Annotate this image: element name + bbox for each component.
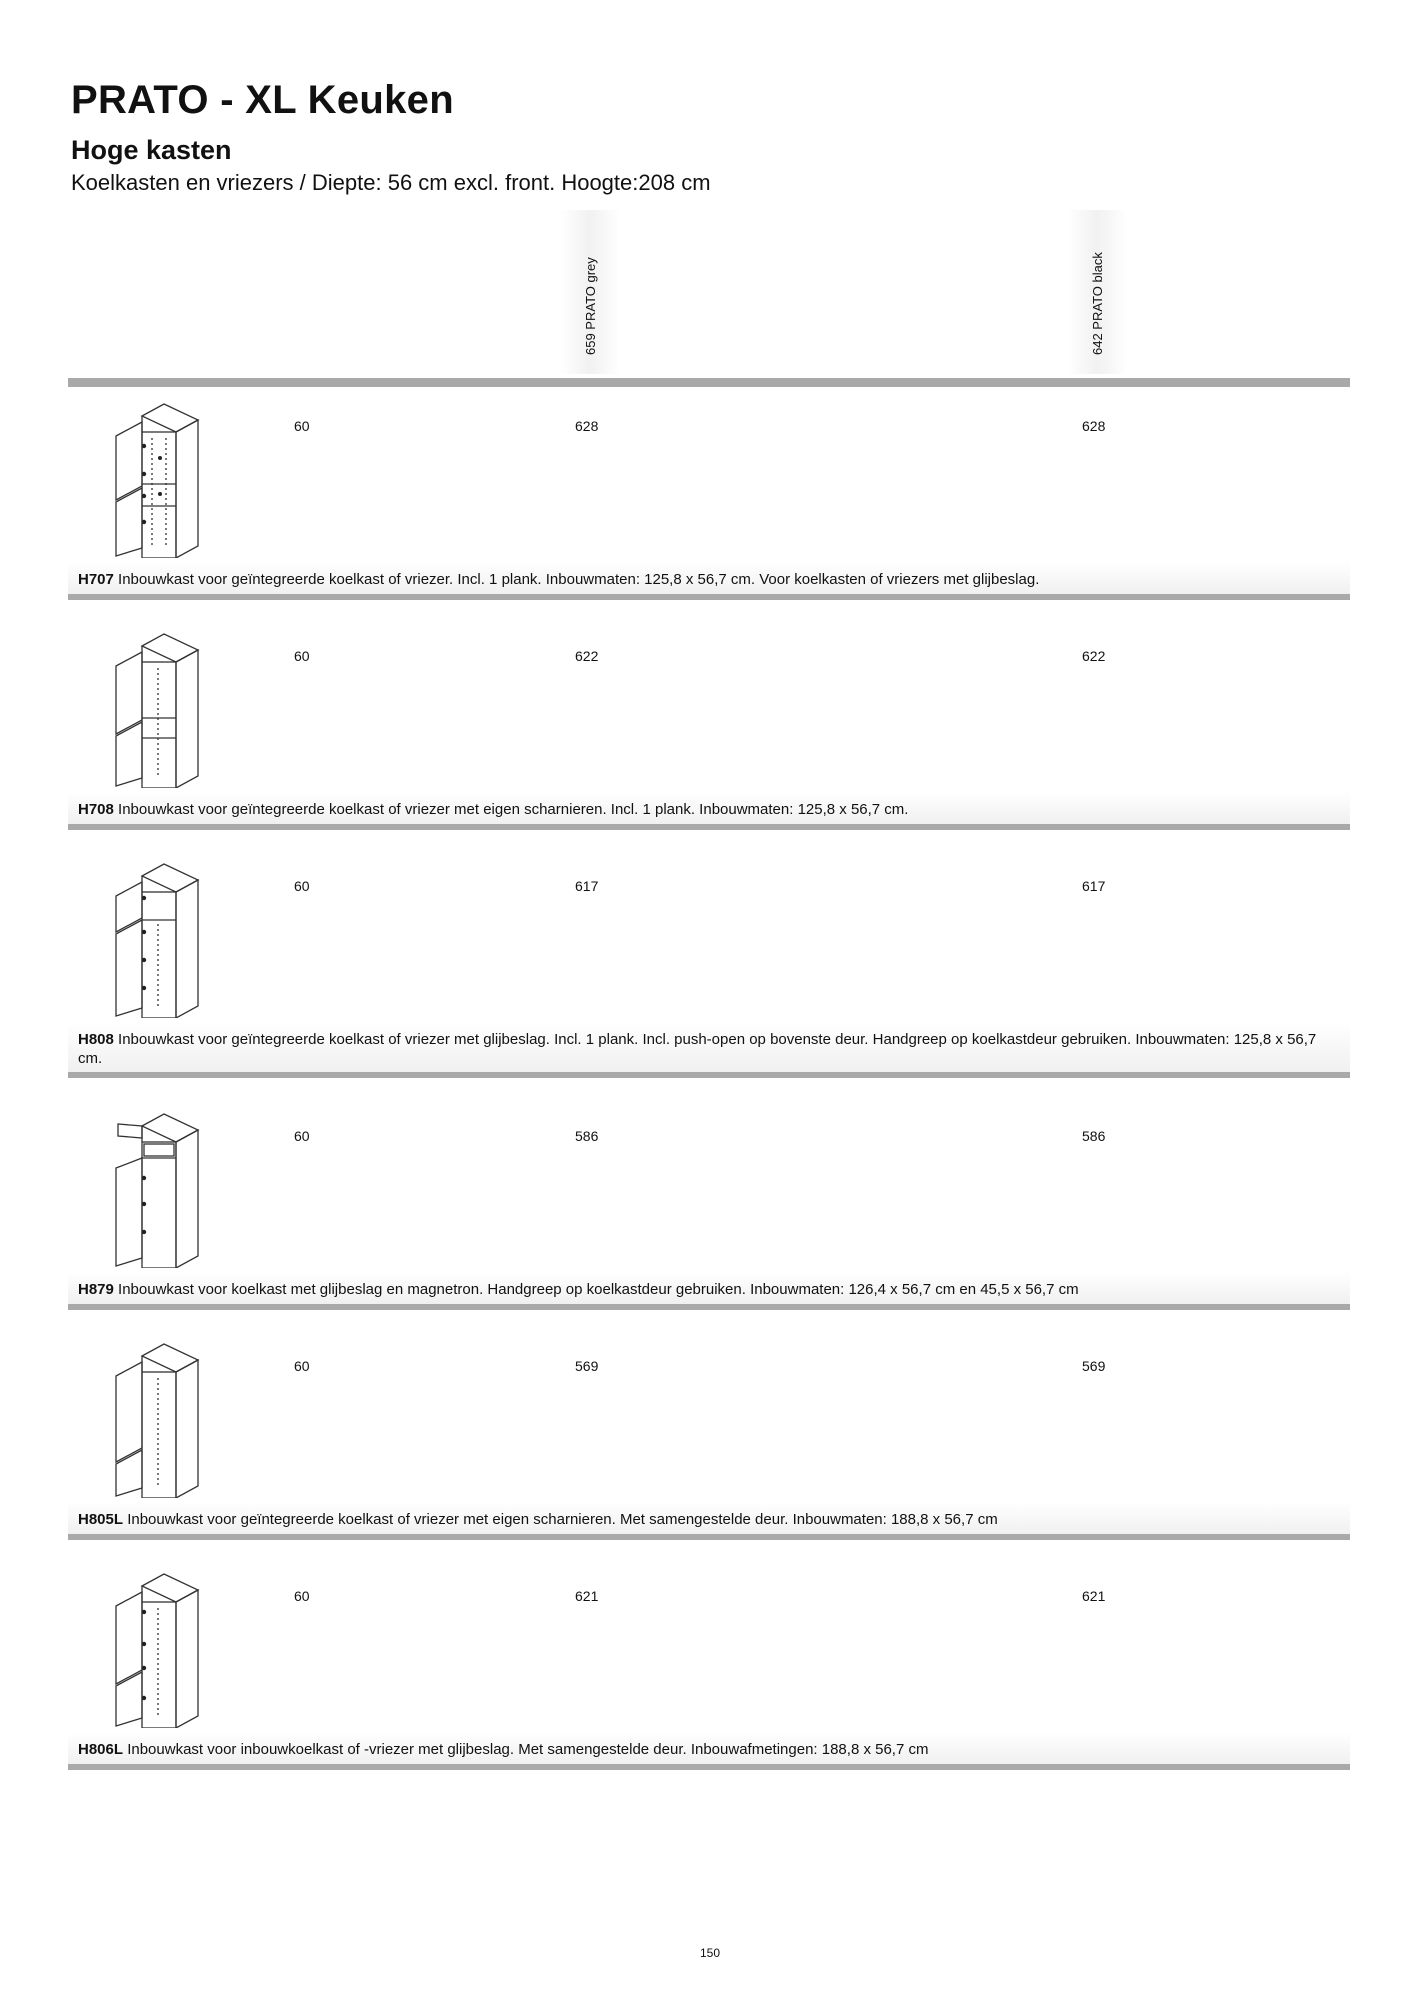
item-description [78, 800, 1328, 819]
item-description [78, 570, 1328, 589]
row-divider [68, 1534, 1350, 1540]
column-header-black [1067, 210, 1127, 374]
price-black: 622 [1082, 648, 1106, 664]
width-value: 60 [294, 418, 310, 434]
item-text: Inbouwkast voor geïntegreerde koelkast of vriezer met eigen scharnieren. Met samengestelde deur. Inbouwmaten: 188,8 x 56,7 cm [127, 1511, 998, 1528]
price-black: 617 [1082, 878, 1106, 894]
price-grey: 628 [575, 418, 599, 434]
width-value: 60 [294, 648, 310, 664]
section-description: Koelkasten en vriezers / Diepte: 56 cm excl. front. Hoogte:208 cm [71, 170, 711, 195]
item-description [78, 1280, 1328, 1299]
item-description [78, 1030, 1328, 1068]
price-black: 569 [1082, 1358, 1106, 1374]
width-value: 60 [294, 878, 310, 894]
row-divider [68, 1304, 1350, 1310]
column-header-grey [560, 210, 620, 374]
page-number: 150 [700, 1946, 721, 1960]
column-header-grey-label: 659 PRATO grey [583, 257, 598, 355]
item-text: Inbouwkast voor inbouwkoelkast of -vriezer met glijbeslag. Met samengestelde deur. Inbouwafmetingen: 188,8 x 56,7 cm [127, 1741, 929, 1758]
item-description [78, 1510, 1328, 1529]
item-description [78, 1740, 1328, 1759]
row-divider [68, 1764, 1350, 1770]
cabinet-drawing-icon [102, 858, 222, 1018]
width-value: 60 [294, 1358, 310, 1374]
cabinet-drawing-icon [102, 628, 222, 788]
item-code: H806L [78, 1741, 124, 1758]
item-text: Inbouwkast voor geïntegreerde koelkast of vriezer met glijbeslag. Incl. 1 plank. Incl. push-open op bovenste deur. Handgreep op koelkastdeur gebruiken. Inbouwmaten: 125,8 x 56,7 cm. [78, 1031, 1317, 1067]
item-code: H805L [78, 1511, 124, 1528]
price-black: 621 [1082, 1588, 1106, 1604]
cabinet-drawing-icon [102, 1568, 222, 1728]
column-header-black-label: 642 PRATO black [1090, 252, 1105, 355]
item-text: Inbouwkast voor koelkast met glijbeslag en magnetron. Handgreep op koelkastdeur gebruiken. Inbouwmaten: 126,4 x 56,7 cm en 45,5 x 56,7 cm [118, 1281, 1079, 1298]
price-grey: 617 [575, 878, 599, 894]
item-text: Inbouwkast voor geïntegreerde koelkast of vriezer met eigen scharnieren. Incl. 1 plank. Inbouwmaten: 125,8 x 56,7 cm. [118, 801, 909, 818]
cabinet-drawing-icon [102, 398, 222, 558]
item-code: H707 [78, 571, 114, 588]
page-title: PRATO - XL Keuken [71, 78, 454, 122]
cabinet-drawing-icon [102, 1108, 222, 1268]
item-code: H808 [78, 1031, 114, 1048]
price-black: 586 [1082, 1128, 1106, 1144]
price-grey: 586 [575, 1128, 599, 1144]
price-black: 628 [1082, 418, 1106, 434]
item-text: Inbouwkast voor geïntegreerde koelkast of vriezer. Incl. 1 plank. Inbouwmaten: 125,8 x 56,7 cm. Voor koelkasten of vriezers met glijbeslag. [118, 571, 1040, 588]
header-divider [68, 378, 1350, 387]
row-divider [68, 824, 1350, 830]
item-code: H708 [78, 801, 114, 818]
item-code: H879 [78, 1281, 114, 1298]
row-divider [68, 1072, 1350, 1078]
width-value: 60 [294, 1588, 310, 1604]
price-grey: 622 [575, 648, 599, 664]
row-divider [68, 594, 1350, 600]
price-grey: 569 [575, 1358, 599, 1374]
price-grey: 621 [575, 1588, 599, 1604]
section-title: Hoge kasten [71, 135, 232, 165]
cabinet-drawing-icon [102, 1338, 222, 1498]
width-value: 60 [294, 1128, 310, 1144]
